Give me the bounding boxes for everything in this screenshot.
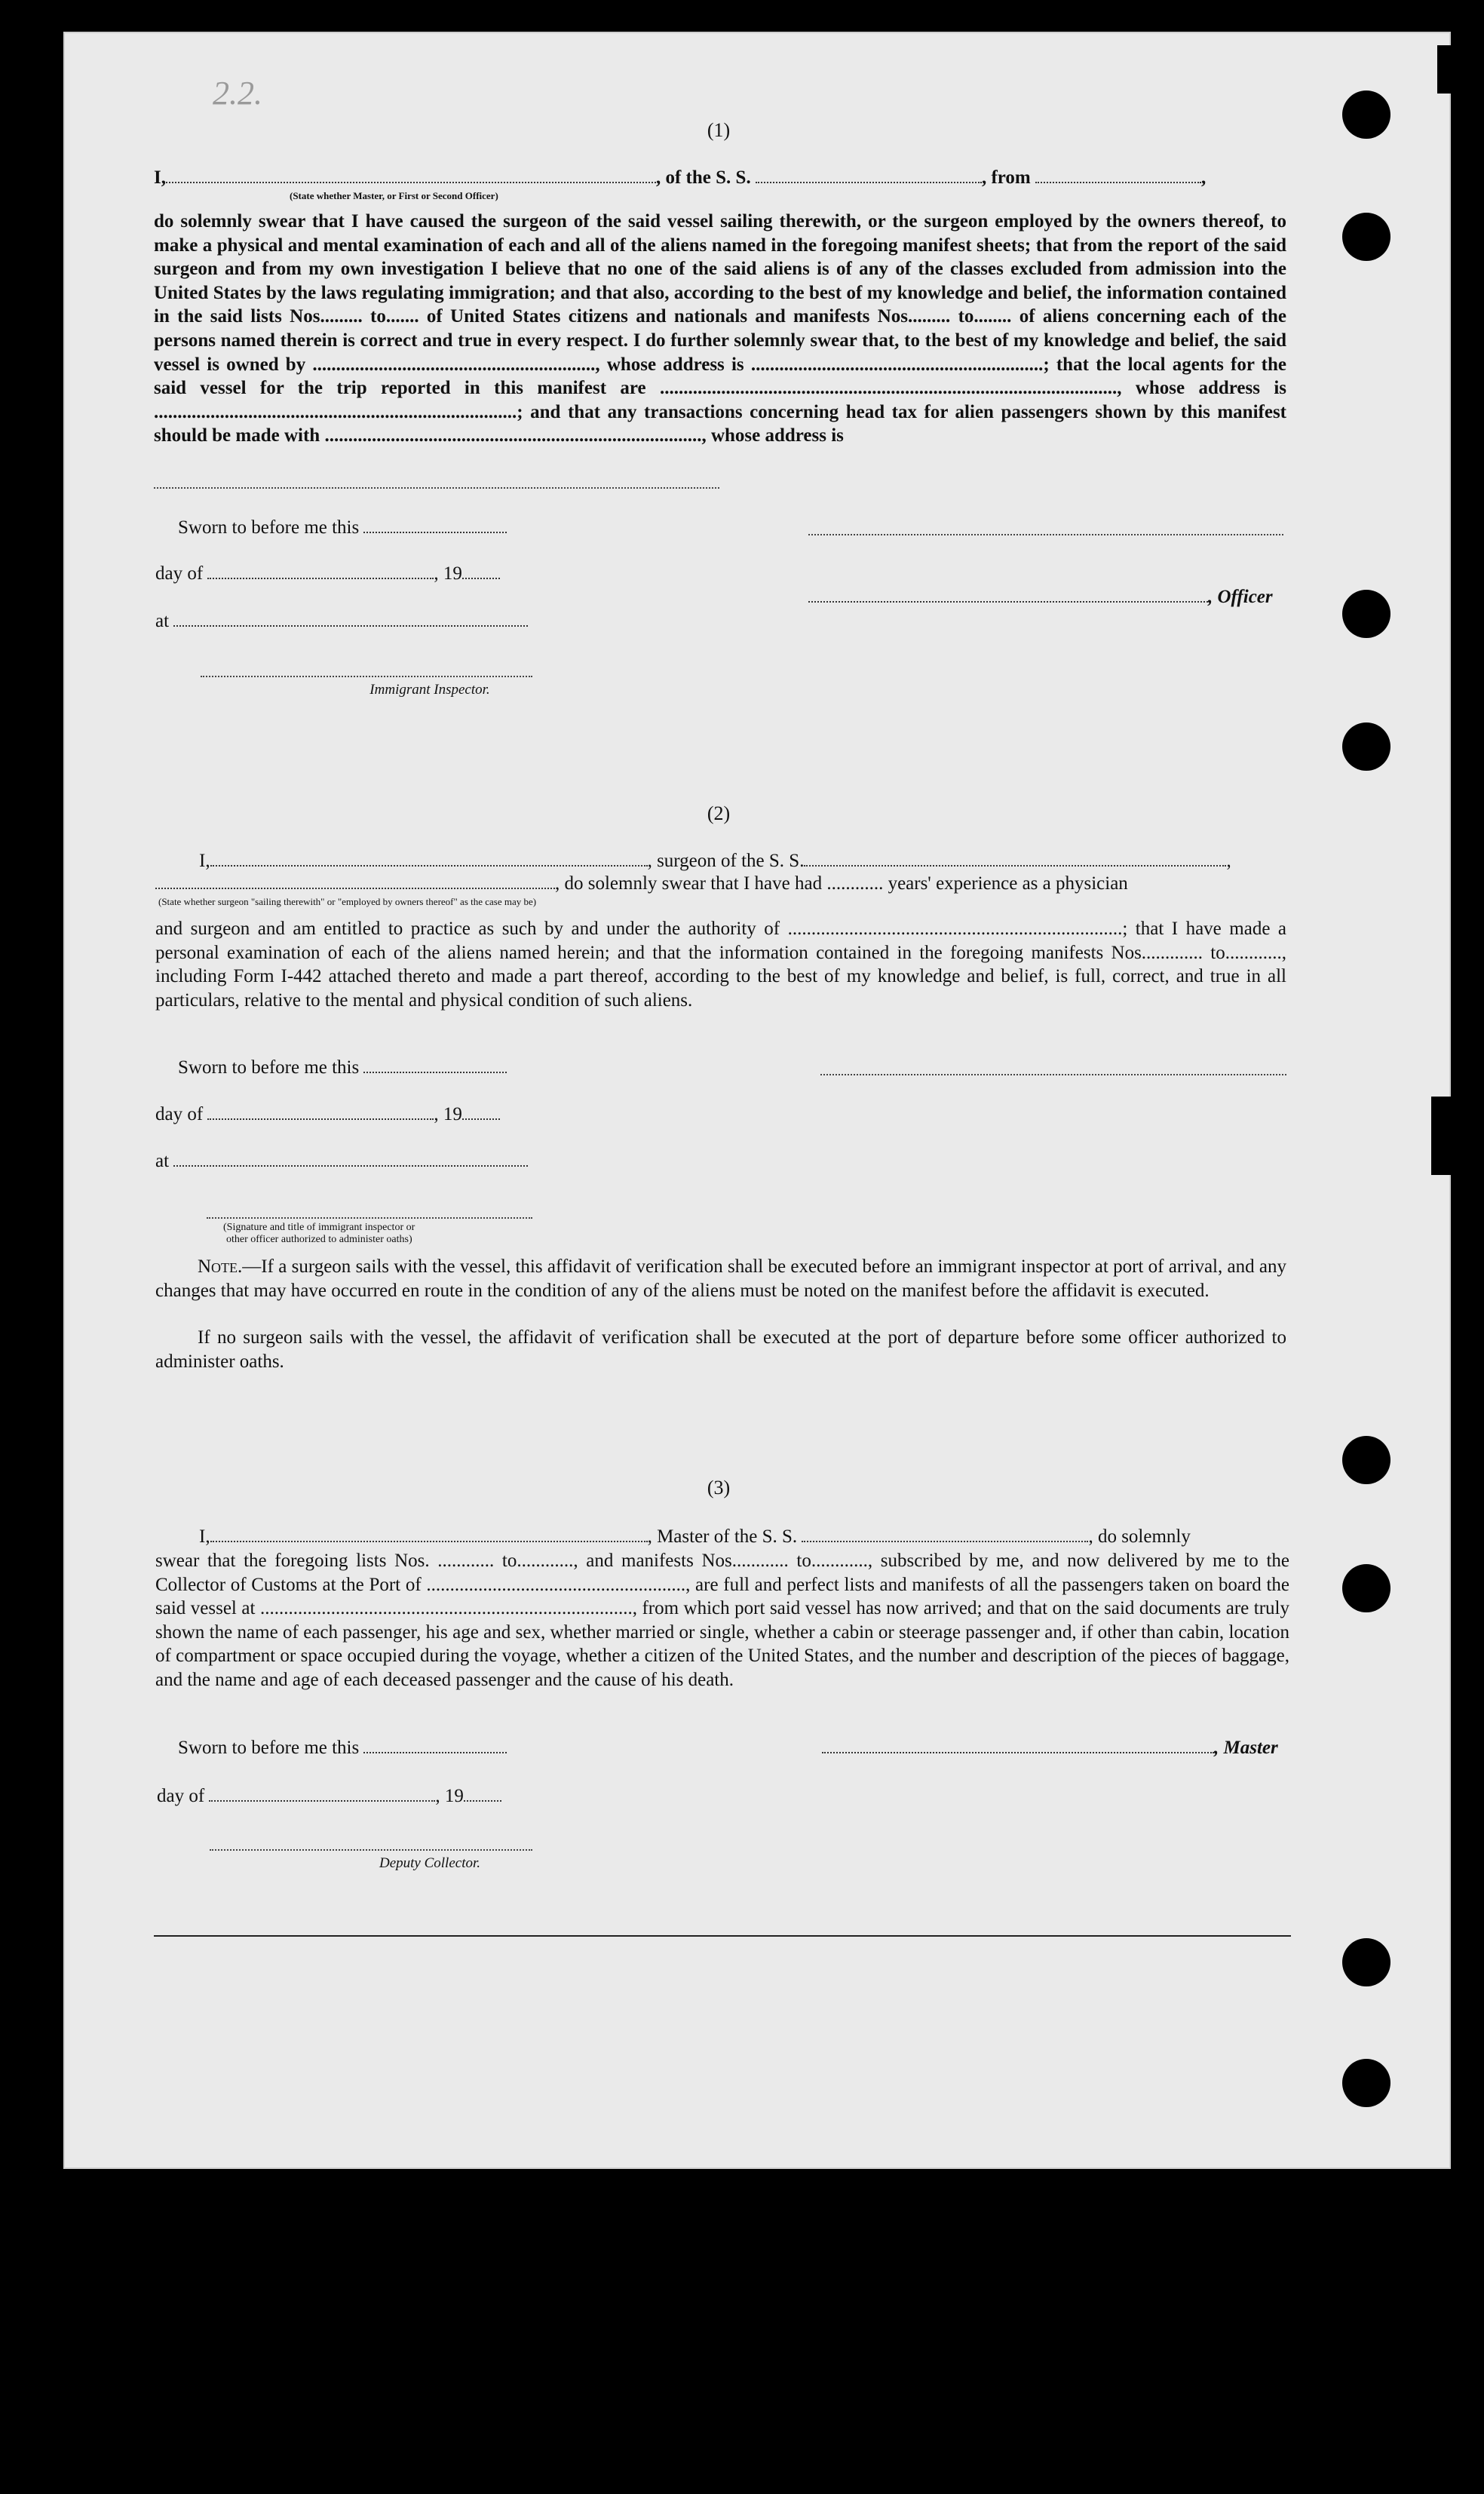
section-1-sworn: Sworn to before me this bbox=[178, 517, 507, 538]
section-1-at: at bbox=[155, 611, 528, 632]
binder-tab bbox=[1431, 1097, 1454, 1175]
section-1-number: (1) bbox=[707, 119, 731, 141]
section-3-master: , Master bbox=[822, 1738, 1278, 1759]
binder-hole bbox=[1342, 722, 1390, 771]
section-2-day-of: day of , 19 bbox=[155, 1104, 500, 1125]
section-2-line2: , do solemnly swear that I have had ............ years' experience as a physician bbox=[155, 873, 1128, 894]
section-3-number: (3) bbox=[707, 1477, 731, 1499]
section-1-day-of: day of , 19 bbox=[155, 563, 500, 584]
section-3-collector-line bbox=[210, 1849, 532, 1851]
section-2-sig-caption-2: other officer authorized to administer oaths) bbox=[226, 1234, 412, 1245]
section-1-address-line bbox=[154, 487, 719, 489]
section-2-sig-caption-1: (Signature and title of immigrant inspector or bbox=[223, 1222, 415, 1233]
section-2-signature-label-line bbox=[207, 1217, 532, 1219]
section-2-note: Note.—If a surgeon sails with the vessel, this affidavit of verification shall be executed before an immigrant inspector at port of arrival, and any changes that may have occurred en route in the condition of any of the aliens must be noted on the manifest before the affidavit is executed. bbox=[155, 1256, 1286, 1301]
section-3-body: swear that the foregoing lists Nos. ............ to............, and manifests Nos............ to............, subscribed by me, and now delivered by me to the Collector of Customs at the Port of ......................................................., are full and perfect lists and manifests of all the passengers taken on board the said vessel at ..............................................................................., from which port said vessel has now arrived; and that on the said documents are truly shown the name of each passenger, his age and sex, whether married or single, whether a cabin or steerage passenger and, if other than cabin, location of compartment or space occupied during the voyage, whether a citizen of the United States, and the number and description of the pieces of baggage, and the name and age of each deceased passenger and the cause of his death. bbox=[155, 1551, 1289, 1690]
section-2-intro: I, , surgeon of the S. S. , bbox=[199, 851, 1231, 871]
binder-tab bbox=[1437, 45, 1454, 94]
binder-hole bbox=[1342, 2059, 1390, 2107]
section-1-officer: , Officer bbox=[808, 587, 1273, 608]
section-2-signature-line bbox=[820, 1074, 1286, 1075]
section-1-signature-line bbox=[808, 534, 1283, 535]
binder-hole bbox=[1342, 213, 1390, 261]
section-1-caption: (State whether Master, or First or Second Officer) bbox=[290, 190, 498, 201]
section-1-intro: I, , of the S. S. , from , bbox=[154, 167, 1207, 188]
section-2-at: at bbox=[155, 1151, 528, 1172]
pencil-mark: 2.2. bbox=[213, 75, 262, 112]
section-2-sworn: Sworn to before me this bbox=[178, 1057, 507, 1078]
section-2-caption: (State whether surgeon "sailing therewith" or "employed by owners thereof" as the case may be) bbox=[158, 896, 537, 907]
binder-hole bbox=[1342, 1436, 1390, 1484]
section-1-inspector-label: Immigrant Inspector. bbox=[369, 682, 490, 698]
section-2-body: and surgeon and am entitled to practice as such by and under the authority of .......................................................................; that I have made a personal examination of each of the aliens named herein; and that the information contained in the foregoing manifests Nos............. to............, including Form I-442 attached thereto and made a part thereof, according to the best of my knowledge and belief, is full, correct, and true in all particulars, relative to the mental and physical condition of such aliens. bbox=[155, 919, 1286, 1011]
binder-hole bbox=[1342, 1938, 1390, 1986]
section-3-sworn: Sworn to before me this bbox=[178, 1738, 507, 1759]
section-3-intro: I, , Master of the S. S. , do solemnly bbox=[199, 1526, 1191, 1547]
section-1-inspector-line bbox=[201, 676, 532, 677]
section-1-body: do solemnly swear that I have caused the surgeon of the said vessel sailing therewith, or the surgeon employed by the owners thereof, to make a physical and mental examination of each and all of the aliens named in the foregoing manifest sheets; that from the report of the said surgeon and from my own investigation I believe that no one of the said aliens is of any of the classes excluded from admission into the United States by the laws regulating immigration; and that also, according to the best of my knowledge and belief, the information contained in the said lists Nos......... to....... of United States citizens and nationals and manifests Nos......... to........ of aliens concerning each of the persons named therein is correct and true in every respect. I do further solemnly swear that, to the best of my knowledge and belief, the said vessel is owned by ............................................................, whose address is ..............................................................; that the local agents for the said vessel for the trip reported in this manifest are ................................................................................................., whose address is .............................................................................; and that any transactions concerning head tax for alien passengers shown by this manifest should be made with ................................................................................, whose address is bbox=[154, 211, 1286, 446]
section-2-number: (2) bbox=[707, 802, 731, 824]
section-3-collector-label: Deputy Collector. bbox=[379, 1855, 481, 1871]
section-3-day-of: day of , 19 bbox=[157, 1786, 501, 1807]
bottom-rule bbox=[154, 1935, 1291, 1937]
binder-hole bbox=[1342, 1564, 1390, 1612]
binder-hole bbox=[1342, 90, 1390, 139]
binder-hole bbox=[1342, 590, 1390, 638]
section-2-note-2: If no surgeon sails with the vessel, the affidavit of verification shall be executed at the port of departure before some officer authorized to administer oaths. bbox=[155, 1327, 1286, 1372]
